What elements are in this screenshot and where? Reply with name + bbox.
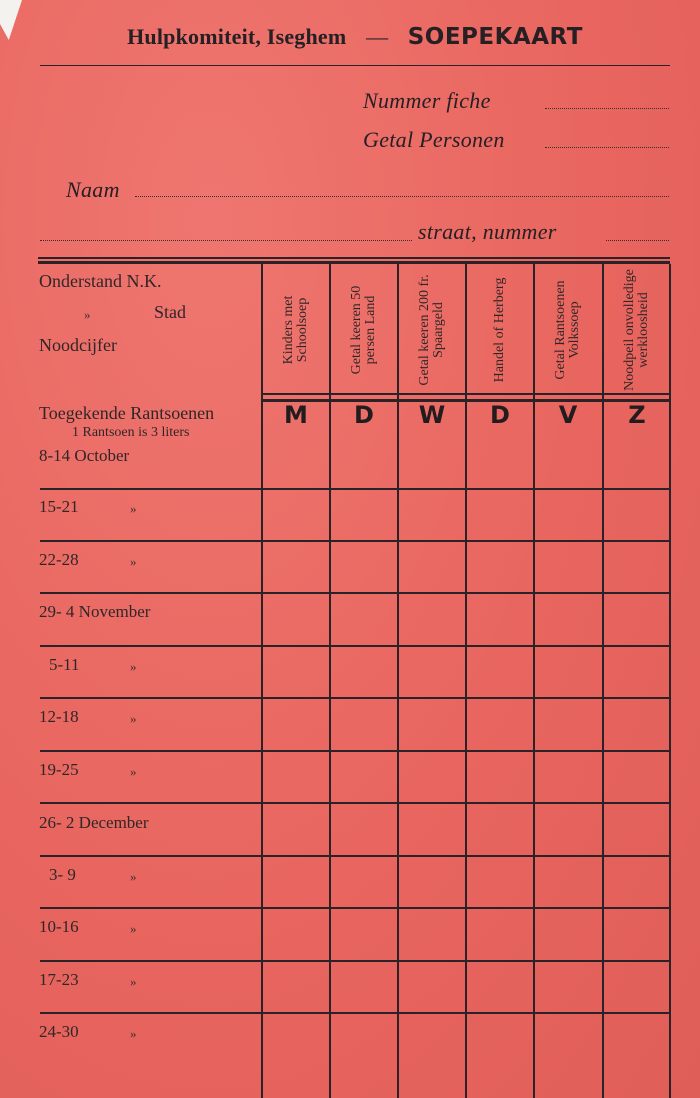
week-label: 10-16 — [39, 917, 79, 936]
straat-label: straat, nummer — [418, 219, 557, 244]
address-field[interactable] — [40, 240, 412, 241]
day-letter: V — [558, 401, 578, 429]
week-label: 19-25 — [39, 760, 79, 779]
column-header-cell — [263, 266, 329, 392]
rantsoenen-title: Toegekende Rantsoenen — [39, 403, 215, 423]
week-label: 22-28 — [39, 550, 79, 569]
day-letter: D — [354, 401, 374, 429]
row-divider — [40, 488, 670, 490]
column-header-cell — [535, 266, 601, 392]
column-header: Getal keeren 50 persen Land — [349, 285, 378, 375]
row-divider — [40, 540, 670, 542]
naam-label: Naam — [66, 177, 120, 202]
column-header-cell — [331, 266, 397, 392]
onderstand-label: Onderstand N.K. — [39, 271, 162, 291]
nummer-fiche-field[interactable] — [545, 108, 669, 109]
day-letter: W — [418, 401, 446, 429]
row-divider — [40, 907, 670, 909]
week-label: 3- 9 — [49, 865, 76, 884]
column-header: Handel of Herberg — [492, 277, 507, 383]
week-ditto: » — [130, 974, 137, 989]
naam-field[interactable] — [135, 196, 669, 197]
day-letter: M — [284, 401, 308, 429]
row-divider — [40, 697, 670, 699]
column-header-cell — [604, 266, 670, 392]
ditto-mark: » — [84, 307, 91, 322]
day-letter: D — [490, 401, 510, 429]
card-title: SOEPEKAART — [407, 24, 583, 50]
column-header: Getal keeren 200 fr. Spaargeld — [417, 274, 446, 386]
straat-field[interactable] — [606, 240, 669, 241]
card-header — [40, 22, 670, 50]
getal-personen-field[interactable] — [545, 147, 669, 148]
row-divider — [40, 750, 670, 752]
nummer-fiche-label: Nummer fiche — [363, 88, 491, 113]
week-label: 5-11 — [49, 655, 80, 674]
week-label: 8-14 October — [39, 446, 130, 465]
column-header: Kinders met Schoolsoep — [281, 295, 310, 365]
row-divider — [40, 1012, 670, 1014]
table-top-rule — [38, 257, 670, 259]
week-ditto: » — [130, 659, 137, 674]
week-ditto: » — [130, 711, 137, 726]
getal-personen-label: Getal Personen — [363, 127, 505, 152]
week-ditto: » — [130, 921, 137, 936]
row-divider — [40, 960, 670, 962]
row-divider — [40, 592, 670, 594]
organisation-name: Hulpkomiteit, Iseghem — [127, 24, 347, 49]
column-header-cell — [467, 266, 533, 392]
rantsoenen-subtitle: 1 Rantsoen is 3 liters — [72, 425, 190, 440]
week-ditto: » — [130, 869, 137, 884]
week-ditto: » — [130, 1026, 137, 1041]
week-ditto: » — [130, 764, 137, 779]
noodcijfer-label: Noodcijfer — [39, 335, 117, 355]
column-header: Getal Rantsoenen Volkssoep — [553, 280, 582, 380]
week-label: 15-21 — [39, 497, 79, 516]
week-label: 29- 4 November — [39, 602, 151, 621]
row-divider — [40, 855, 670, 857]
day-letter: Z — [628, 401, 646, 429]
stad-label: Stad — [154, 302, 187, 322]
header-rule — [40, 65, 670, 66]
column-header: Noodpeil onvolledige werkloosheid — [622, 269, 651, 391]
row-divider — [40, 645, 670, 647]
header-dash: — — [366, 24, 389, 49]
week-label: 12-18 — [39, 707, 79, 726]
week-label: 26- 2 December — [39, 813, 149, 832]
table-top-rule-2 — [38, 261, 670, 264]
column-header-cell — [399, 266, 465, 392]
week-label: 17-23 — [39, 970, 79, 989]
week-label: 24-30 — [39, 1022, 79, 1041]
week-ditto: » — [130, 554, 137, 569]
week-ditto: » — [130, 501, 137, 516]
row-divider — [40, 802, 670, 804]
